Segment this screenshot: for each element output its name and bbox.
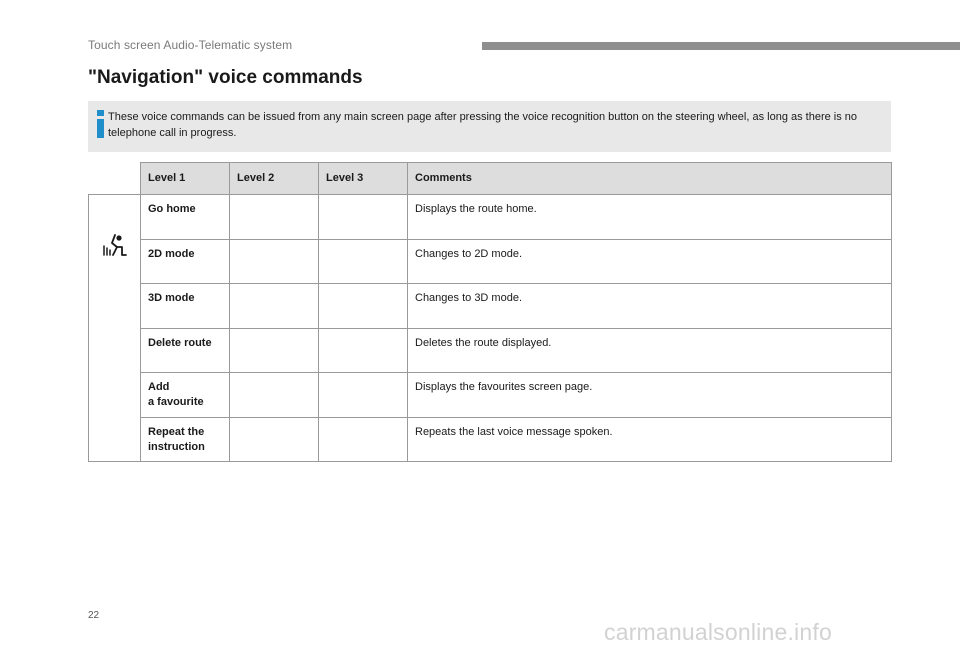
row-level-1: Add a favourite bbox=[141, 373, 230, 418]
row-level-3 bbox=[319, 284, 408, 329]
row-level-3 bbox=[319, 417, 408, 462]
row-level-1: 2D mode bbox=[141, 239, 230, 284]
table-row bbox=[89, 417, 892, 462]
header-level-1: Level 1 bbox=[141, 163, 230, 195]
header-comments: Comments bbox=[408, 163, 892, 195]
info-box bbox=[88, 101, 891, 152]
row-level-2 bbox=[230, 284, 319, 329]
row-level-2 bbox=[230, 417, 319, 462]
row-level-2 bbox=[230, 239, 319, 284]
info-icon bbox=[96, 110, 105, 142]
row-level-3 bbox=[319, 328, 408, 373]
row-level-2 bbox=[230, 328, 319, 373]
row-comment: Changes to 2D mode. bbox=[408, 239, 892, 284]
row-level-1: Go home bbox=[141, 195, 230, 240]
table-row bbox=[89, 239, 892, 284]
table-row bbox=[89, 195, 892, 240]
table-row bbox=[89, 373, 892, 418]
row-comment: Changes to 3D mode. bbox=[408, 284, 892, 329]
row-level-1: Delete route bbox=[141, 328, 230, 373]
row-level-3 bbox=[319, 373, 408, 418]
page-number: 22 bbox=[88, 610, 100, 621]
running-header: Touch screen Audio-Telematic system bbox=[88, 38, 293, 52]
row-level-3 bbox=[319, 239, 408, 284]
voice-command-icon bbox=[102, 233, 128, 263]
row-comment: Repeats the last voice message spoken. bbox=[408, 417, 892, 462]
row-level-1: 3D mode bbox=[141, 284, 230, 329]
row-level-1: Repeat the instruction bbox=[141, 417, 230, 462]
header-level-3: Level 3 bbox=[319, 163, 408, 195]
row-level-2 bbox=[230, 373, 319, 418]
row-comment: Deletes the route displayed. bbox=[408, 328, 892, 373]
voice-commands-table bbox=[88, 162, 892, 462]
section-icon-cell bbox=[89, 195, 141, 462]
table-row bbox=[89, 328, 892, 373]
table-header-row bbox=[89, 163, 892, 195]
header-bar bbox=[482, 42, 960, 50]
row-level-3 bbox=[319, 195, 408, 240]
header-level-2: Level 2 bbox=[230, 163, 319, 195]
info-text: These voice commands can be issued from any main screen page after pressing the voice recognition button on the steering wheel, as long as there is no telephone call in progress. bbox=[108, 111, 858, 139]
header-blank-cell bbox=[89, 163, 141, 195]
page-title: "Navigation" voice commands bbox=[88, 67, 363, 88]
row-level-2 bbox=[230, 195, 319, 240]
row-comment: Displays the route home. bbox=[408, 195, 892, 240]
row-comment: Displays the favourites screen page. bbox=[408, 373, 892, 418]
table-row bbox=[89, 284, 892, 329]
watermark: carmanualsonline.info bbox=[604, 619, 832, 645]
